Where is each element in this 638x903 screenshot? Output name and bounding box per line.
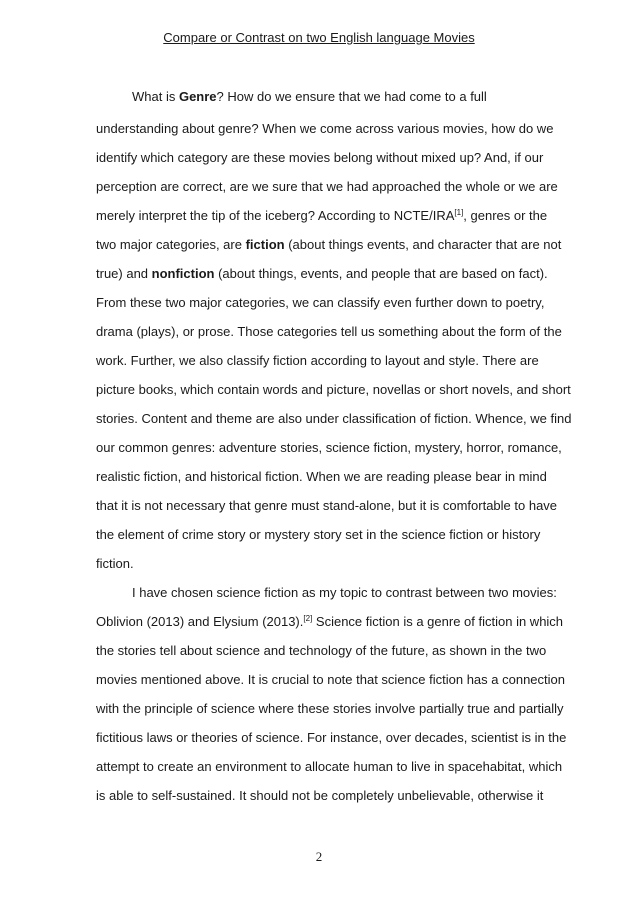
bold-term-genre: Genre <box>178 89 217 104</box>
paragraph-line: picture books, which contain words and picture, novellas or short novels, and short <box>96 382 571 397</box>
paragraph-line: drama (plays), or prose. Those categories tell us something about the form of the <box>96 324 562 339</box>
bold-term-nonfiction: nonfiction <box>151 266 215 281</box>
citation-marker: [1] <box>454 208 464 217</box>
paragraph-line <box>132 89 487 104</box>
paragraph-line: work. Further, we also classify fiction according to layout and style. There are <box>96 353 539 368</box>
document-header: Compare or Contrast on two English language Movies <box>163 30 475 45</box>
paragraph-line: stories. Content and theme are also under classification of fiction. Whence, we find <box>96 411 572 426</box>
paragraph-line: the stories tell about science and technology of the future, as shown in the two <box>96 643 547 658</box>
text-run: ? How do we ensure that we had come to a full <box>216 89 487 104</box>
paragraph-line: realistic fiction, and historical fiction. When we are reading please bear in mind <box>96 469 547 484</box>
paragraph-line: with the principle of science where these stories involve partially true and partially <box>96 701 564 716</box>
paragraph-line <box>96 266 548 281</box>
text-run: merely interpret the tip of the iceberg? According to NCTE/IRA <box>96 208 455 223</box>
paragraph-line: movies mentioned above. It is crucial to note that science fiction has a connection <box>96 672 565 687</box>
citation-marker: [2] <box>303 614 313 623</box>
paragraph-line: that it is not necessary that genre must stand-alone, but it is comfortable to have <box>96 498 558 513</box>
paragraph-line: From these two major categories, we can classify even further down to poetry, <box>96 295 545 310</box>
paragraph-line: fiction. <box>96 556 134 571</box>
paragraph-line <box>96 208 547 223</box>
paragraph-line: is able to self-sustained. It should not be completely unbelievable, otherwise it <box>96 788 544 803</box>
paragraph-line: I have chosen science fiction as my topic to contrast between two movies: <box>132 585 557 600</box>
text-run: , genres or the <box>463 208 548 223</box>
paragraph-line <box>96 237 561 252</box>
paragraph-line: attempt to create an environment to allocate human to live in spacehabitat, which <box>96 759 563 774</box>
paragraph-line: perception are correct, are we sure that we had approached the whole or we are <box>96 179 558 194</box>
paragraph-line: fictitious laws or theories of science. For instance, over decades, scientist is in the <box>96 730 567 745</box>
text-run: What is <box>132 89 179 104</box>
text-run: (about things events, and character that are not <box>284 237 562 252</box>
paragraph-line: understanding about genre? When we come across various movies, how do we <box>96 121 554 136</box>
text-run: true) and <box>96 266 152 281</box>
paragraph-line <box>96 614 563 629</box>
page-number: 2 <box>315 849 323 864</box>
bold-term-fiction: fiction <box>245 237 285 252</box>
text-run: Science fiction is a genre of fiction in which <box>312 614 564 629</box>
text-run: (about things, events, and people that are based on fact). <box>214 266 548 281</box>
paragraph-line: identify which category are these movies belong without mixed up? And, if our <box>96 150 544 165</box>
text-run: Oblivion (2013) and Elysium (2013). <box>96 614 304 629</box>
text-run: two major categories, are <box>96 237 246 252</box>
paragraph-line: our common genres: adventure stories, science fiction, mystery, horror, romance, <box>96 440 562 455</box>
paragraph-line: the element of crime story or mystery story set in the science fiction or history <box>96 527 541 542</box>
